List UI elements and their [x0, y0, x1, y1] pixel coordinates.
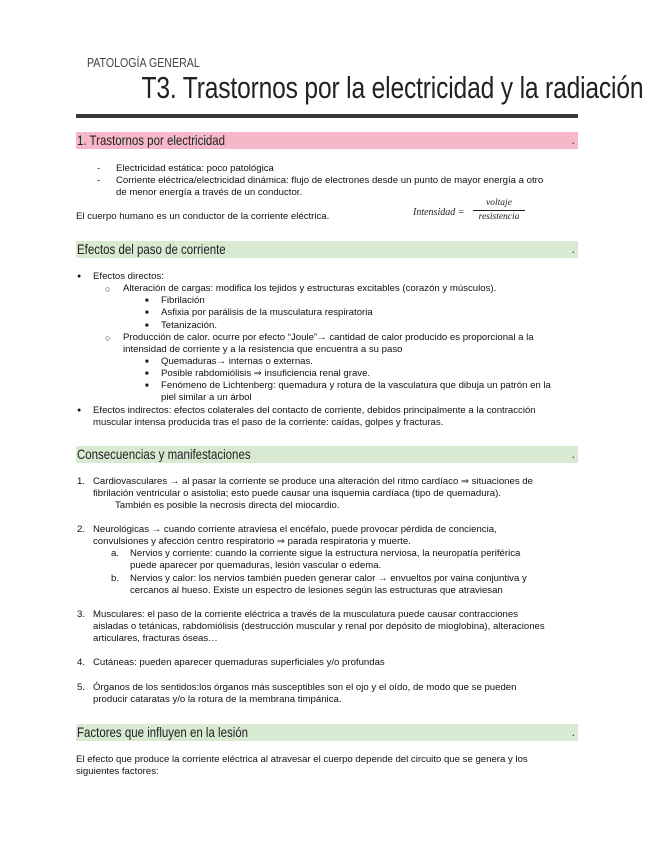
section-end-mark: . [571, 133, 575, 147]
list-item-continued: cercanos al hueso. Existe un espectro de lesiones según las estructuras que atraviesan [130, 585, 503, 596]
list-item: Cardiovasculares → al pasar la corriente se produce una alteración del ritmo cardíaco ⇒ situaciones de [93, 476, 533, 487]
list-item-continued: puede aparecer por quemaduras, lesión vascular o edema. [130, 560, 382, 571]
number-marker: 5. [77, 682, 86, 693]
list-item-continued: fibrilación ventricular o asistolia; esto puede causar una isquemia cardíaca (tipo de quemadura). [93, 488, 501, 499]
square-bullet: ■ [145, 310, 149, 316]
paragraph: El efecto que produce la corriente eléctrica al atravesar el cuerpo depende del circuito que se genera y los [76, 754, 528, 765]
list-item-continued: muscular intensa producida tras el paso de la corriente: caídas, golpes y fracturas. [93, 417, 444, 428]
formula-numerator: voltaje [486, 198, 512, 208]
list-item-continued: intensidad de corriente y a la resistencia que encuentra a su paso [123, 344, 403, 355]
section-end-mark: . [571, 447, 575, 461]
section-title: Factores que influyen en la lesión [77, 724, 249, 740]
list-item: Neurológicas → cuando corriente atraviesa el encéfalo, puede provocar pérdida de conciencia, [93, 524, 497, 535]
letter-marker: b. [111, 573, 120, 584]
list-item: Asfixia por parálisis de la musculatura respiratoria [161, 307, 373, 318]
paragraph: El cuerpo humano es un conductor de la corriente eléctrica. [76, 211, 330, 222]
list-item: Alteración de cargas: modifica los tejidos y estructuras excitables (corazón y músculos). [123, 283, 497, 294]
number-marker: 2. [77, 524, 86, 535]
section-heading-electricity [76, 132, 578, 149]
section-title: 1. Trastornos por electricidad [77, 132, 226, 148]
dash-marker: - [97, 175, 101, 186]
formula-fraction [473, 198, 525, 223]
list-item-continued: convulsiones y afección centro respiratorio ⇒ parada respiratoria y muerte. [93, 536, 411, 547]
number-marker: 1. [77, 476, 86, 487]
square-bullet: ■ [145, 383, 149, 389]
paragraph-continued: siguientes factores: [76, 766, 159, 777]
list-item-continued: articulares, fracturas óseas… [93, 633, 218, 644]
disc-bullet: ● [77, 273, 82, 280]
list-item: Nervios y corriente: cuando la corriente sigue la estructura nerviosa, la neuropatía periférica [130, 548, 521, 559]
list-item-continued: de menor energía a través de un conductor. [116, 187, 303, 198]
list-item: Nervios y calor: los nervios también pueden generar calor → envueltos por vaina conjuntiva y [130, 573, 527, 584]
fraction-bar [473, 210, 525, 211]
title-underline [76, 114, 578, 118]
list-item: Fenómeno de Lichtenberg: quemadura y rotura de la vasculatura que dibuja un patrón en la [161, 380, 551, 391]
list-item: Corriente eléctrica/electricidad dinámica: flujo de electrones desde un punto de mayor energía a otro [116, 175, 544, 186]
list-item: Efectos indirectos: efectos colaterales del contacto de corriente, debidos principalmente a la contracción [93, 405, 536, 416]
number-marker: 3. [77, 609, 86, 620]
section-end-mark: . [571, 725, 575, 739]
circle-bullet: ○ [105, 333, 111, 343]
formula-denominator: resistencia [478, 212, 520, 222]
square-bullet: ■ [145, 359, 149, 365]
list-item: Electricidad estática: poco patológica [116, 163, 274, 174]
circle-bullet: ○ [105, 284, 111, 294]
section-heading-factors [76, 724, 578, 741]
square-bullet: ■ [145, 298, 149, 304]
section-heading-effects [76, 241, 578, 258]
list-item: Fibrilación [161, 295, 205, 306]
list-item: Quemaduras→ internas o externas. [161, 356, 313, 367]
section-end-mark: . [571, 242, 575, 256]
section-heading-consequences [76, 446, 578, 463]
list-item: Posible rabdomiólisis ⇒ insuficiencia renal grave. [161, 368, 371, 379]
list-item: Efectos directos: [93, 271, 164, 282]
list-item-continued: producir cataratas y/o la rotura de la membrana timpánica. [93, 694, 342, 705]
square-bullet: ■ [145, 371, 149, 377]
letter-marker: a. [111, 548, 120, 559]
section-title: Consecuencias y manifestaciones [77, 446, 251, 462]
list-item-continued: aisladas o tetánicas, rabdomiólisis (destrucción muscular y renal por depósito de mioglobina), alteraciones [93, 621, 545, 632]
dash-marker: - [97, 163, 101, 174]
document-title: T3. Trastornos por la electricidad y la radiación [141, 70, 644, 105]
list-item: Tetanización. [161, 320, 217, 331]
square-bullet: ■ [145, 323, 149, 329]
list-item-continued: piel similar a un árbol [161, 392, 252, 403]
list-item: Cutáneas: pueden aparecer quemaduras superficiales y/o profundas [93, 657, 385, 668]
document-kicker: PATOLOGÍA GENERAL [86, 56, 200, 70]
section-title: Efectos del paso de corriente [77, 241, 226, 257]
formula-lhs: Intensidad = [413, 207, 465, 218]
list-item: Musculares: el paso de la corriente eléctrica a través de la musculatura puede causar contracciones [93, 609, 519, 620]
list-item: Órganos de los sentidos:los órganos más susceptibles son el ojo y el oído, de modo que se pueden [93, 682, 517, 693]
disc-bullet: ● [77, 407, 82, 414]
number-marker: 4. [77, 657, 86, 668]
list-item-continued: También es posible la necrosis directa del miocardio. [115, 500, 340, 511]
list-item: Producción de calor. ocurre por efecto “Joule”→ cantidad de calor producido es proporcional a la [123, 332, 534, 343]
